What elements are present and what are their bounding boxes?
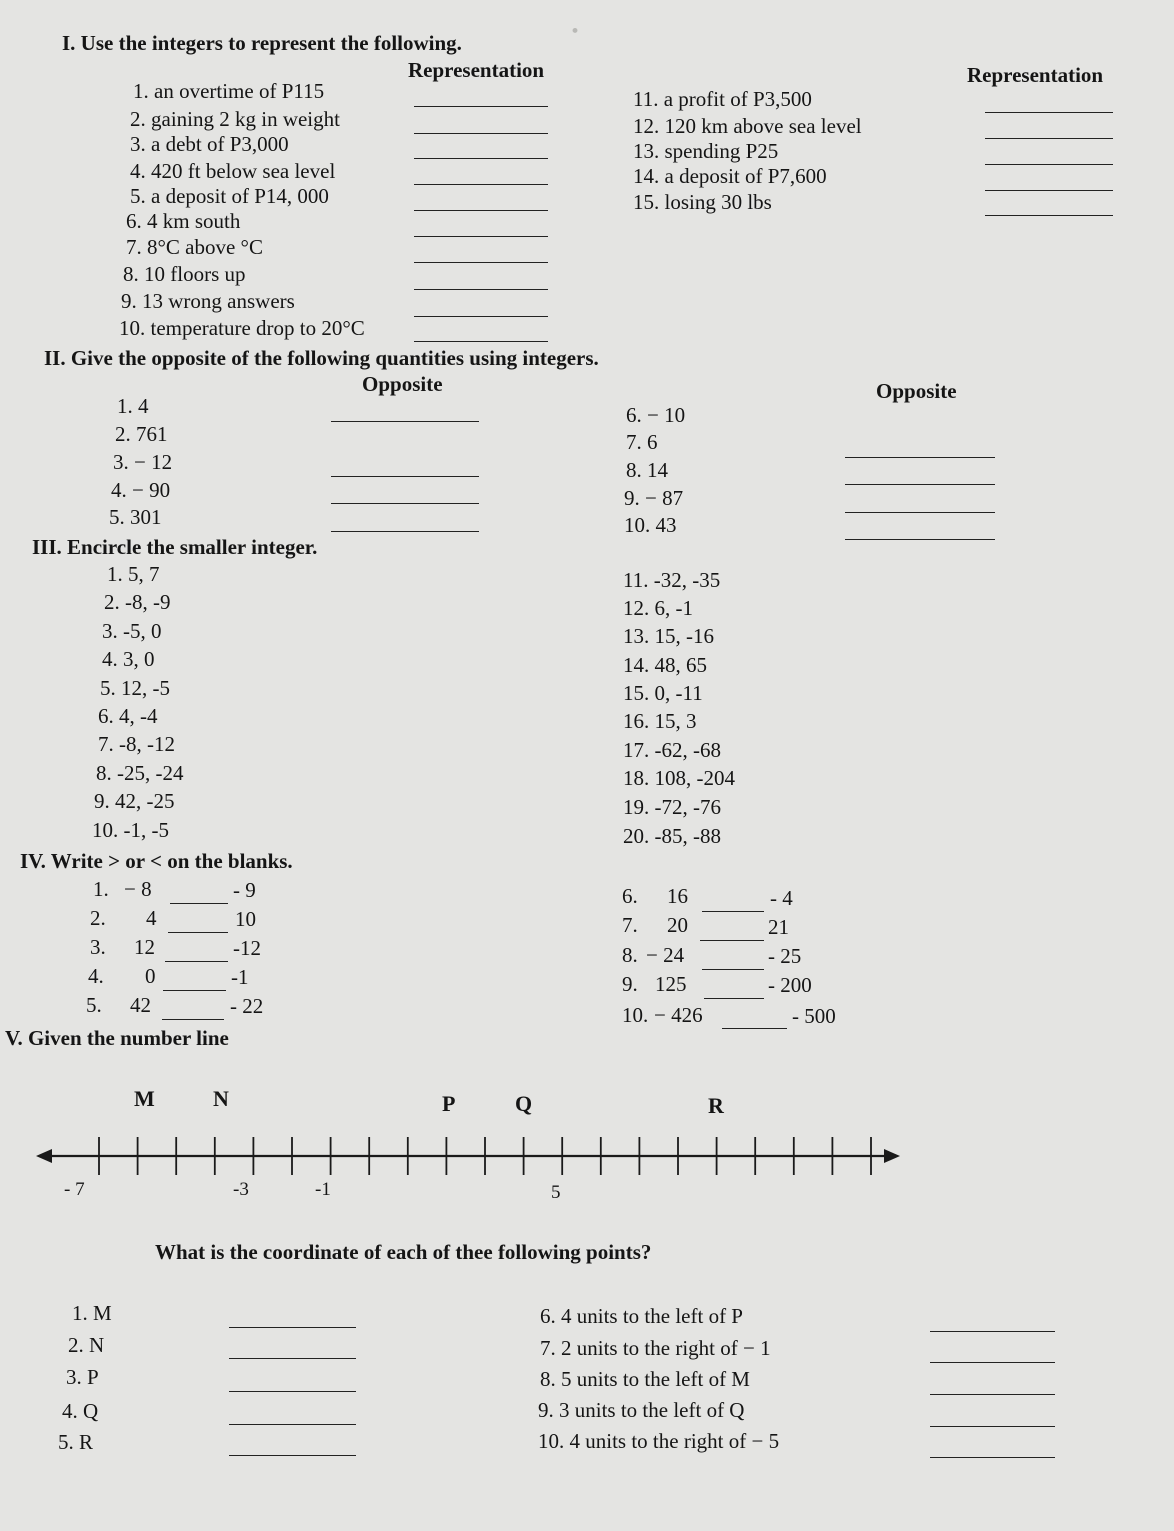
part4-item-3-left: 12	[134, 935, 155, 959]
part4-item-8-left: − 24	[646, 943, 685, 967]
part1-item-15: 15. losing 30 lbs	[633, 190, 772, 214]
part3-item-15[interactable]: 15. 0, -11	[623, 681, 703, 705]
part4-item-2-right: 10	[235, 907, 256, 931]
part4-item-2-left: 4	[146, 906, 157, 930]
part5-question: What is the coordinate of each of thee following points?	[155, 1240, 652, 1264]
part3-item-20[interactable]: 20. -85, -88	[623, 824, 721, 848]
part2-item-7: 7. 6	[626, 430, 658, 454]
part3-item-11[interactable]: 11. -32, -35	[623, 568, 721, 592]
part2-item-1: 1. 4	[117, 394, 149, 418]
tick-label-5: 5	[551, 1182, 561, 1203]
part1-item-11: 11. a profit of P3,500	[633, 87, 812, 111]
part2-item-6: 6. − 10	[626, 403, 686, 427]
part4-item-3-number: 3.	[90, 935, 106, 959]
point-label-q: Q	[515, 1091, 533, 1116]
part1-item-3: 3. a debt of P3,000	[130, 132, 289, 156]
answer-blank[interactable]	[930, 1362, 1055, 1363]
answer-blank[interactable]	[229, 1358, 356, 1359]
part3-item-19[interactable]: 19. -72, -76	[623, 795, 721, 819]
part5-item-7: 7. 2 units to the right of − 1	[540, 1336, 771, 1360]
point-label-r: R	[708, 1093, 724, 1118]
part3-item-14[interactable]: 14. 48, 65	[623, 653, 707, 677]
answer-blank[interactable]	[930, 1457, 1055, 1458]
part2-item-10: 10. 43	[624, 513, 677, 537]
part1-item-7: 7. 8°C above °C	[126, 235, 263, 259]
part3-item-2[interactable]: 2. -8, -9	[104, 590, 171, 614]
part5-item-8: 8. 5 units to the left of M	[540, 1367, 750, 1391]
part4-item-7-right: 21	[768, 915, 789, 939]
part4-item-9-right: - 200	[768, 973, 812, 997]
part4-item-8-number: 8.	[622, 943, 638, 967]
part5-item-10: 10. 4 units to the right of − 5	[538, 1429, 780, 1453]
answer-blank[interactable]	[930, 1331, 1055, 1332]
part2-item-5: 5. 301	[109, 505, 162, 529]
part3-title: III. Encircle the smaller integer.	[32, 535, 318, 559]
part1-item-12: 12. 120 km above sea level	[633, 114, 862, 138]
part4-item-7-left: 20	[667, 913, 688, 937]
answer-blank[interactable]	[229, 1327, 356, 1328]
answer-blank[interactable]	[229, 1455, 356, 1456]
part4-item-4-right: -1	[231, 965, 249, 989]
part2-item-8: 8. 14	[626, 458, 668, 482]
part1-item-5: 5. a deposit of P14, 000	[130, 184, 329, 208]
part3-item-4[interactable]: 4. 3, 0	[102, 647, 155, 671]
part3-item-13[interactable]: 13. 15, -16	[623, 624, 714, 648]
part3-item-10[interactable]: 10. -1, -5	[92, 818, 169, 842]
part4-item-10-number: 10.	[622, 1003, 649, 1027]
number-line-right-arrow	[884, 1149, 900, 1163]
part4-title: IV. Write > or < on the blanks.	[20, 849, 293, 873]
part2-item-2: 2. 761	[115, 422, 168, 446]
part1-title: I. Use the integers to represent the following.	[62, 31, 462, 55]
part5-title: V. Given the number line	[5, 1026, 229, 1050]
part1-item-2: 2. gaining 2 kg in weight	[130, 107, 340, 131]
part5-item-4: 4. Q	[62, 1399, 99, 1423]
part4-item-4-number: 4.	[88, 964, 104, 988]
part4-item-6-right: - 4	[770, 886, 793, 910]
part1-representation-label-right: Representation	[967, 63, 1104, 87]
part3-item-3[interactable]: 3. -5, 0	[102, 619, 162, 643]
part1-item-6: 6. 4 km south	[126, 209, 241, 233]
tick-label-minus-1: -1	[315, 1179, 331, 1200]
point-label-p: P	[442, 1091, 456, 1116]
part3-item-9[interactable]: 9. 42, -25	[94, 789, 175, 813]
part4-item-5-number: 5.	[86, 993, 102, 1017]
part3-item-17[interactable]: 17. -62, -68	[623, 738, 721, 762]
part3-item-8[interactable]: 8. -25, -24	[96, 761, 184, 785]
part4-item-10-left: − 426	[654, 1003, 703, 1027]
part4-item-9-number: 9.	[622, 972, 638, 996]
part4-item-1-number: 1.	[93, 877, 109, 901]
answer-blank[interactable]	[930, 1394, 1055, 1395]
part2-item-4: 4. − 90	[111, 478, 171, 502]
part2-title: II. Give the opposite of the following quantities using integers.	[44, 346, 599, 370]
part4-item-3-right: -12	[233, 936, 261, 960]
answer-blank[interactable]	[229, 1391, 356, 1392]
part5-item-6: 6. 4 units to the left of P	[540, 1304, 743, 1328]
part4-item-4-left: 0	[145, 964, 156, 988]
part5-item-1: 1. M	[72, 1301, 112, 1325]
part4-item-5-right: - 22	[230, 994, 264, 1018]
part3-item-7[interactable]: 7. -8, -12	[98, 732, 175, 756]
part2-item-3: 3. − 12	[113, 450, 173, 474]
part3-item-12[interactable]: 12. 6, -1	[623, 596, 693, 620]
part1-item-14: 14. a deposit of P7,600	[633, 164, 827, 188]
part5-item-3: 3. P	[66, 1365, 99, 1389]
part4-item-8-right: - 25	[768, 944, 802, 968]
part5-item-5: 5. R	[58, 1430, 94, 1454]
part2-opposite-label-right: Opposite	[876, 379, 957, 403]
part1-item-1: 1. an overtime of P115	[133, 79, 325, 103]
part4-item-5-left: 42	[130, 993, 151, 1017]
part4-item-1-right: - 9	[233, 878, 256, 902]
part3-item-6[interactable]: 6. 4, -4	[98, 704, 158, 728]
part2-item-9: 9. − 87	[624, 486, 684, 510]
part1-item-9: 9. 13 wrong answers	[121, 289, 295, 313]
answer-blank[interactable]	[930, 1426, 1055, 1427]
point-label-n: N	[213, 1086, 229, 1111]
part1-representation-label-left: Representation	[408, 58, 545, 82]
part3-item-5[interactable]: 5. 12, -5	[100, 676, 170, 700]
part4-item-6-left: 16	[667, 884, 688, 908]
part1-item-13: 13. spending P25	[633, 139, 779, 163]
part4-item-1-left: − 8	[124, 877, 152, 901]
part3-item-18[interactable]: 18. 108, -204	[623, 766, 735, 790]
tick-label-minus-7: - 7	[64, 1179, 85, 1200]
part3-item-1[interactable]: 1. 5, 7	[107, 562, 160, 586]
part5-item-2: 2. N	[68, 1333, 105, 1357]
answer-blank[interactable]	[229, 1424, 356, 1425]
part2-opposite-label-left: Opposite	[362, 372, 443, 396]
part4-item-10-right: - 500	[792, 1004, 836, 1028]
part1-item-4: 4. 420 ft below sea level	[130, 159, 336, 183]
bleed-through-text: •	[570, 22, 1024, 42]
tick-label-minus-3: -3	[233, 1179, 249, 1200]
part1-item-8: 8. 10 floors up	[123, 262, 246, 286]
part5-item-9: 9. 3 units to the left of Q	[538, 1398, 745, 1422]
part4-item-2-number: 2.	[90, 906, 106, 930]
part3-item-16[interactable]: 16. 15, 3	[623, 709, 697, 733]
part4-item-9-left: 125	[655, 972, 687, 996]
point-label-m: M	[134, 1086, 155, 1111]
part4-item-7-number: 7.	[622, 913, 638, 937]
part1-item-10: 10. temperature drop to 20°C	[119, 316, 365, 340]
number-line-left-arrow	[36, 1149, 52, 1163]
part4-item-6-number: 6.	[622, 884, 638, 908]
